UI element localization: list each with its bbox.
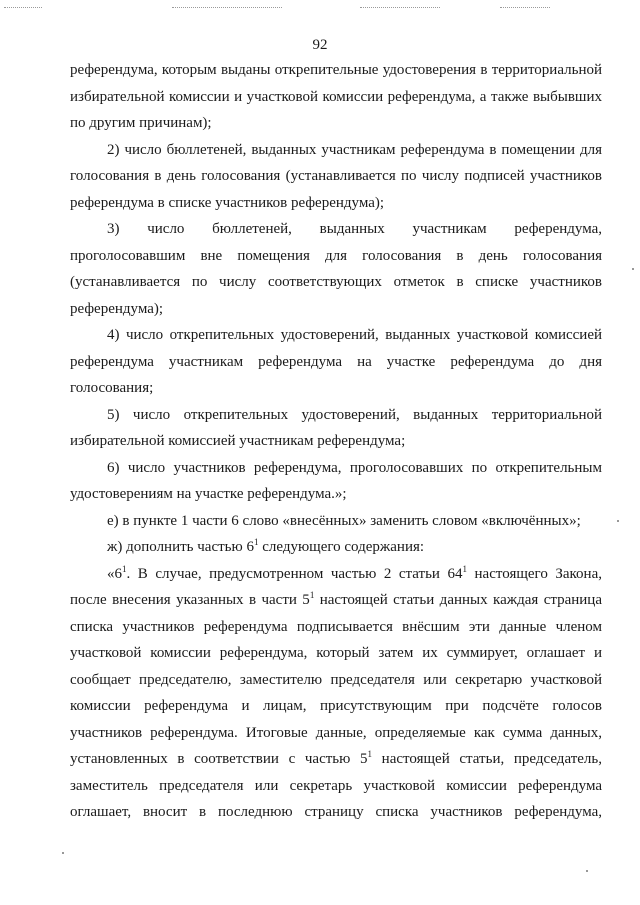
new-part-6-1 — [70, 561, 602, 826]
scan-speck — [62, 852, 64, 854]
superscript: 1 — [462, 563, 467, 574]
text-line: проголосовавшим вне помещения для голосования в день голосования — [70, 247, 602, 264]
text-line: избирательной комиссии и участковой комиссии референдума, а также выбывших — [70, 88, 602, 105]
text-line: избирательной комиссией участникам референдума; — [70, 433, 406, 449]
text-run: ж) дополнить частью 6 — [107, 539, 254, 555]
text-line: референдума); — [70, 300, 164, 317]
paragraph-continuation — [70, 57, 602, 137]
text-line — [70, 534, 602, 561]
text-line: списка участников референдума подписывается внёсшим эти данные членом — [70, 618, 602, 635]
text-line — [70, 746, 602, 773]
text-line: 3) число бюллетеней, выданных участникам референдума, — [107, 221, 602, 237]
text-run: настоящего Закона, — [467, 565, 602, 582]
superscript: 1 — [253, 537, 259, 547]
text-line: е) в пункте 1 части 6 слово «внесённых» заменить словом «включённых»; — [107, 512, 581, 529]
text-line: удостоверениям на участке референдума.»; — [70, 486, 347, 502]
list-item-3 — [70, 216, 602, 322]
text-line: сообщает председателю, заместителю председателя или секретарю участковой — [70, 671, 602, 688]
text-line: референдума участникам референдума на участке референдума до дня — [70, 353, 602, 370]
scan-edge-mark — [500, 7, 550, 8]
text-line: 4) число открепительных удостоверений, выданных участковой комиссией — [107, 327, 602, 343]
text-run: после внесения указанных в части 5 — [70, 592, 310, 608]
list-item-2 — [70, 137, 602, 217]
text-run: . В случае, предусмотренном частью 2 статьи 64 — [126, 565, 463, 582]
text-line: по другим причинам); — [70, 115, 212, 131]
list-item-5 — [70, 402, 602, 455]
text-line: 2) число бюллетеней, выданных участникам референдума в помещении для — [107, 141, 602, 158]
text-line: (устанавливается по числу соответствующих отметок в списке участников — [70, 274, 602, 290]
text-line: 5) число открепительных удостоверений, выданных территориальной — [107, 406, 602, 423]
scan-speck — [586, 870, 588, 872]
page-number: 92 — [312, 37, 328, 53]
text-line: референдума в списке участников референдума); — [70, 194, 385, 211]
superscript: 1 — [367, 749, 373, 759]
superscript: 1 — [122, 563, 127, 574]
amendment-zh — [70, 534, 602, 561]
list-item-6 — [70, 455, 602, 508]
text-run: настоящей статьи, председатель, — [372, 751, 603, 767]
list-item-4 — [70, 322, 602, 402]
text-line — [70, 561, 602, 588]
text-line: референдума, которым выданы открепительные удостоверения в территориальной — [70, 62, 602, 78]
text-line: 6) число участников референдума, проголосовавших по открепительным — [107, 459, 602, 476]
scan-edge-mark — [172, 7, 282, 8]
text-line: участковой комиссии референдума, который затем их суммирует, оглашает и — [70, 645, 602, 661]
text-line: комиссии референдума и лицам, присутствующим при подсчёте голосов — [70, 698, 602, 714]
document-body — [70, 57, 602, 826]
scan-edge-mark — [360, 7, 440, 8]
scan-edge-mark — [4, 7, 42, 8]
scan-speck — [617, 520, 619, 522]
text-line: голосования; — [70, 380, 154, 396]
text-run: установленных в соответствии с частью 5 — [70, 751, 368, 767]
text-line: заместитель председателя или секретарь участковой комиссии референдума — [70, 777, 602, 794]
text-run: настоящей статьи данных каждая страница — [314, 592, 602, 608]
superscript: 1 — [309, 590, 315, 600]
text-run: следующего содержания: — [258, 539, 425, 555]
text-line: голосования в день голосования (устанавливается по числу подписей участников — [70, 168, 602, 184]
amendment-e — [70, 508, 602, 535]
text-line: участников референдума. Итоговые данные, определяемые как сумма данных, — [70, 724, 602, 741]
scan-speck — [632, 268, 634, 270]
text-run: «6 — [107, 565, 122, 582]
text-line: оглашает, вносит в последнюю страницу списка участников референдума, — [70, 804, 602, 820]
text-line — [70, 587, 602, 614]
